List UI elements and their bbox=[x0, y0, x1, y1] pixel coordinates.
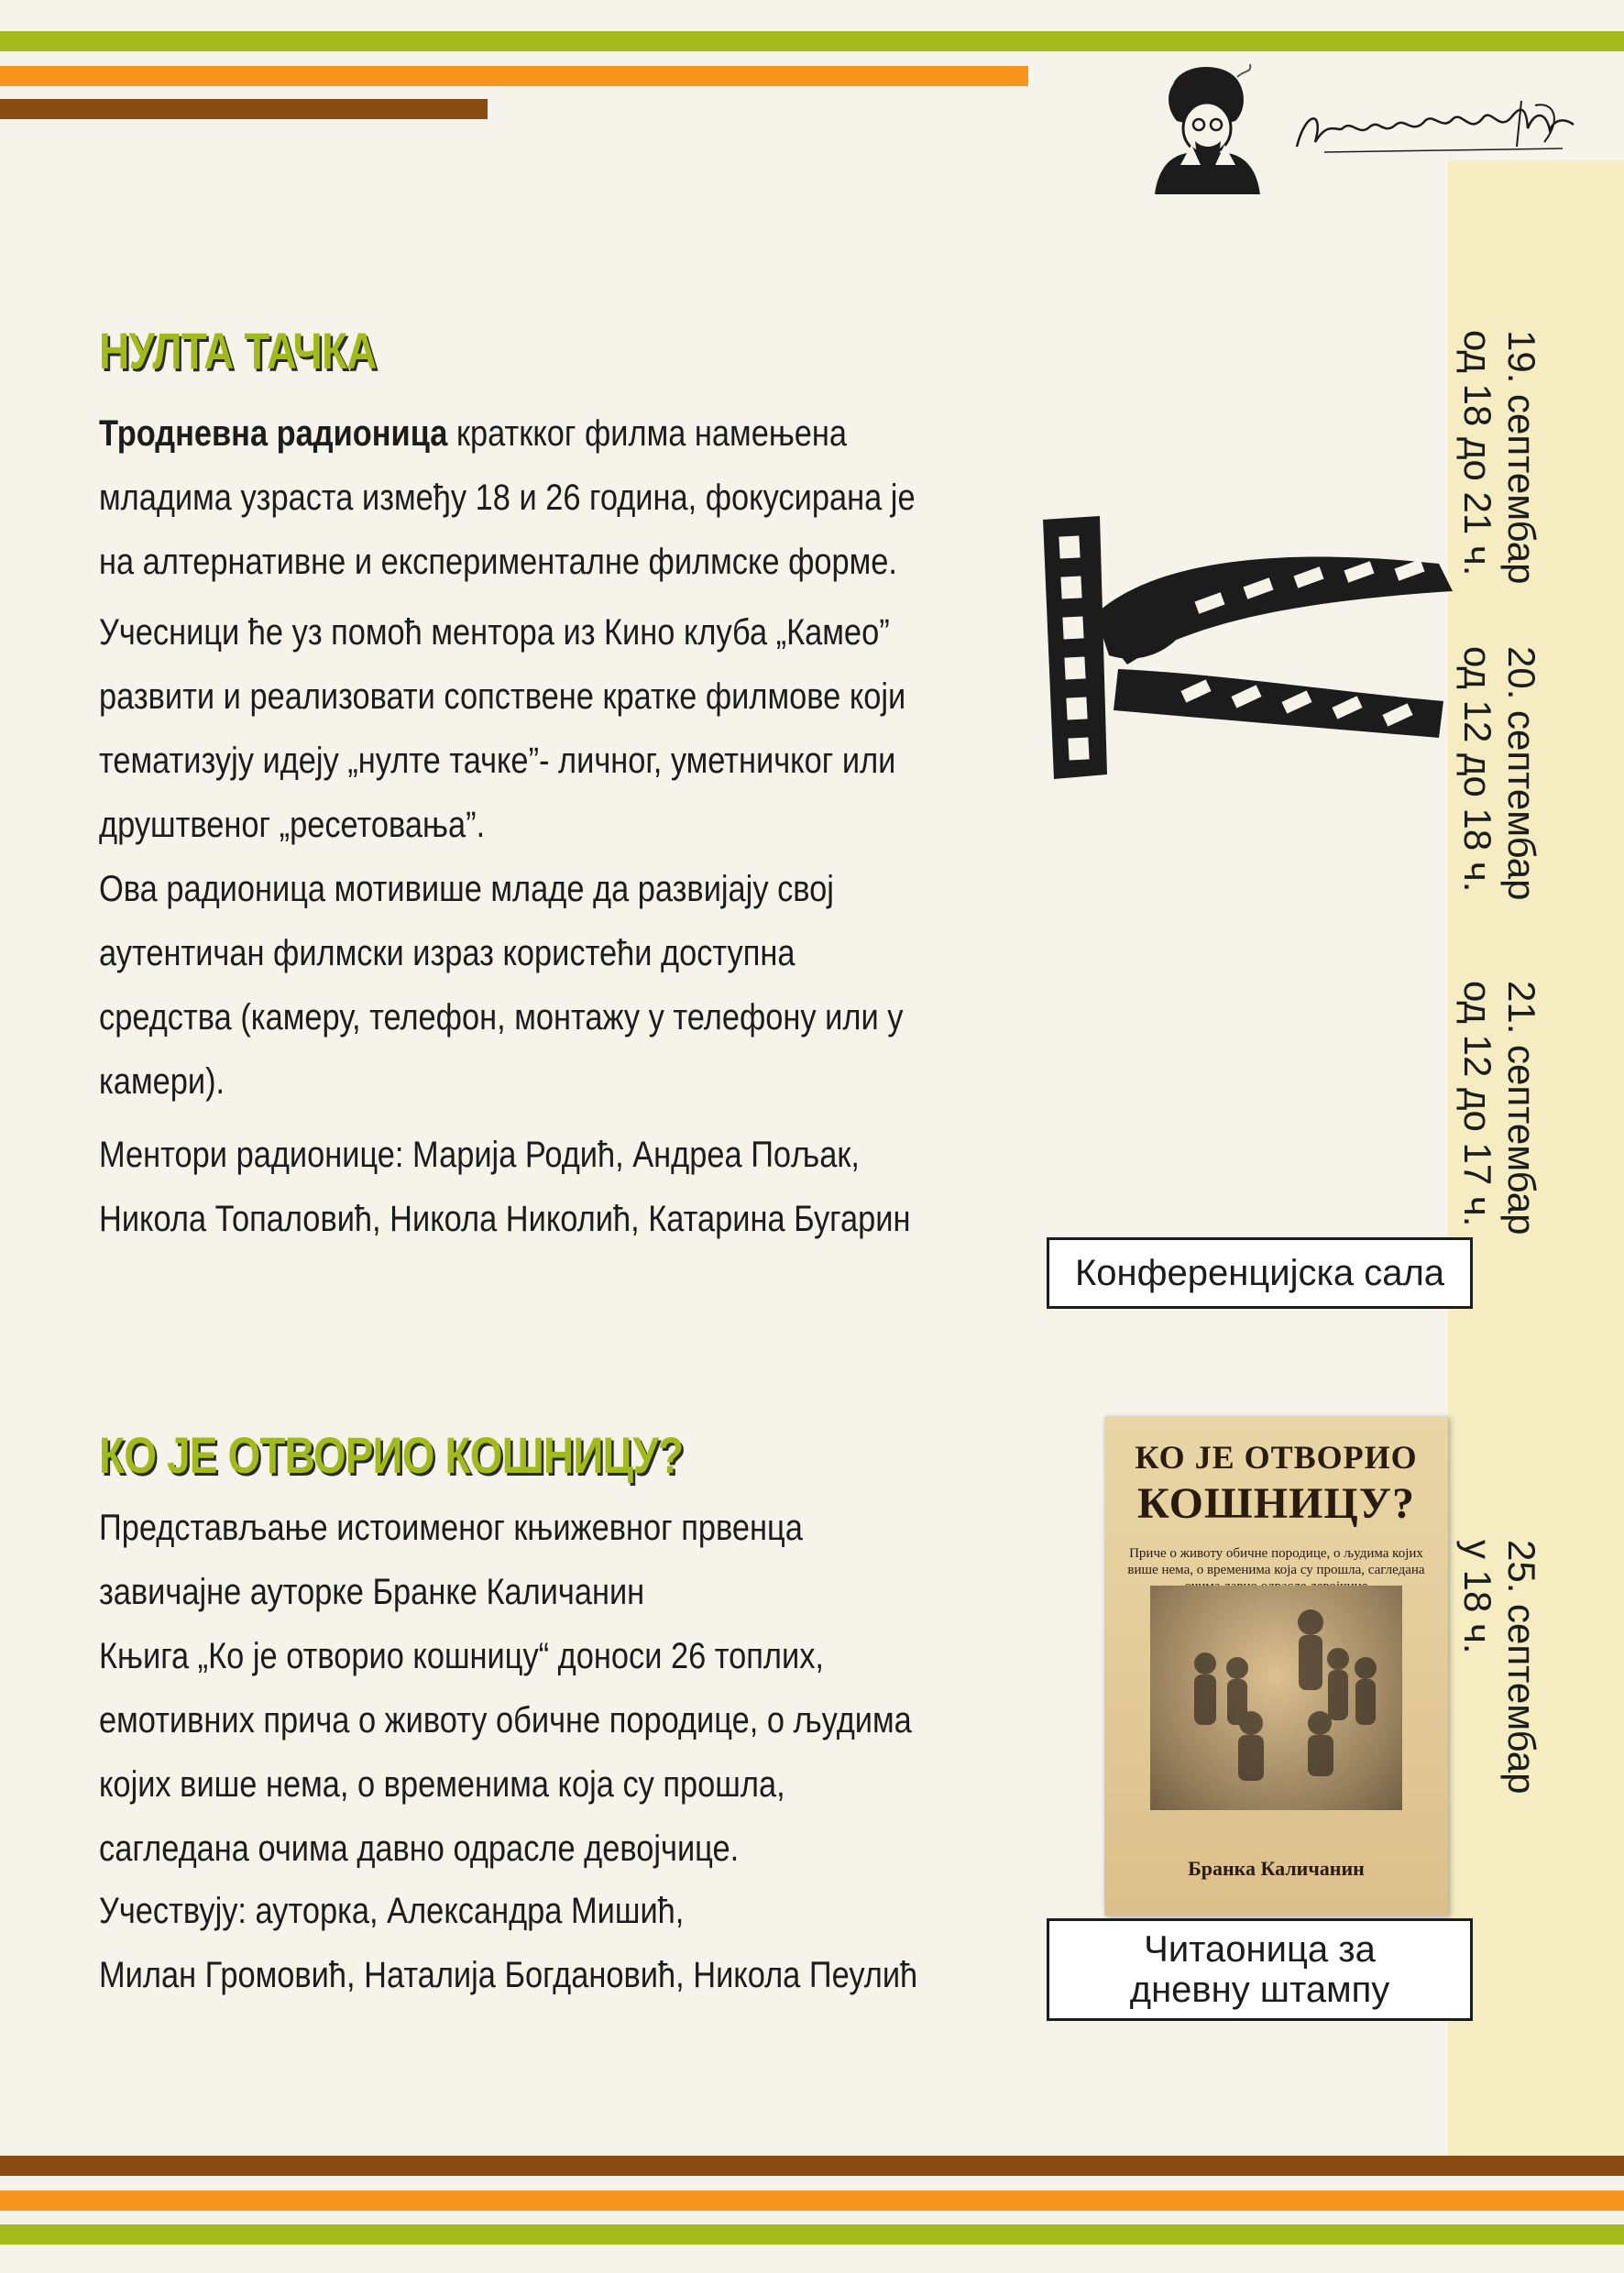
bottom-stripe-green bbox=[0, 2224, 1624, 2245]
event1-mentors bbox=[99, 1123, 910, 1251]
event2-line: којих више нема, о временима која су прошла, bbox=[99, 1764, 785, 1805]
event2-line: Милан Громовић, Наталија Богдановић, Никола Пеулић bbox=[99, 1955, 918, 1995]
event1-line: аутентичан филмски израз користећи доступна bbox=[99, 933, 796, 973]
book-subtitle: Приче о животу обичне породице, о људима којих више нема, о временима која су прошла, сагледана bbox=[1127, 1546, 1425, 1577]
event1-date-2 bbox=[1455, 646, 1543, 901]
event1-date-day: 19. септембар bbox=[1500, 330, 1543, 585]
book-title-line1: КО ЈЕ ОТВОРИО bbox=[1135, 1439, 1418, 1476]
bottom-stripe-brown bbox=[0, 2156, 1624, 2176]
event1-line: развити и реализовати сопствене кратке филмове који bbox=[99, 676, 906, 717]
event2-date-day: 25. септембар bbox=[1500, 1540, 1543, 1795]
children-photo-icon bbox=[1150, 1586, 1402, 1810]
event2-place: Читаоница за дневну штампу bbox=[1047, 1918, 1473, 2021]
book-cover-photo bbox=[1150, 1586, 1402, 1810]
signature-scribble-icon bbox=[1288, 92, 1581, 165]
event1-line: Учесници ће уз помоћ ментора из Кино клуба „Камео” bbox=[99, 612, 890, 653]
event2-line: емотивних прича о животу обичне породице, о људима bbox=[99, 1700, 912, 1740]
bottom-stripe-orange bbox=[0, 2191, 1624, 2211]
top-stripe-brown bbox=[0, 99, 488, 119]
event2-line: завичајне ауторке Бранке Каличанин bbox=[99, 1572, 645, 1612]
event2-date-time: у 18 ч. bbox=[1456, 1540, 1499, 1654]
film-strip-icon bbox=[1036, 509, 1457, 784]
signature bbox=[1288, 92, 1581, 165]
event2-line: сагледана очима давно одрасле девојчице. bbox=[99, 1828, 740, 1869]
event1-line: тематизују идеју „нулте тачке”- личног, уметничког или bbox=[99, 741, 896, 781]
event2-title: КО ЈЕ ОТВОРИО КОШНИЦУ? bbox=[99, 1426, 684, 1484]
book-author: Бранка Каличанин bbox=[1188, 1857, 1365, 1880]
event2-paragraph-1 bbox=[99, 1496, 912, 1881]
book-cover bbox=[1104, 1416, 1448, 1916]
event1-date-3 bbox=[1455, 981, 1543, 1235]
event1-line: краткког филма намењена bbox=[447, 413, 848, 454]
event1-line: средства (камеру, телефон, монтажу у телефону или у bbox=[99, 997, 904, 1038]
poet-portrait-sketch-icon bbox=[1136, 57, 1274, 194]
event2-line: Књига „Ко је отворио кошницу“ доноси 26 топлих, bbox=[99, 1636, 824, 1676]
event2-line: Учествују: ауторка, Александра Мишић, bbox=[99, 1891, 685, 1931]
event1-intro-bold: Тродневна радионица bbox=[99, 413, 448, 454]
event1-line: Ментори радионице: Марија Родић, Андреа Пољак, bbox=[99, 1135, 860, 1175]
event1-paragraph-1 bbox=[99, 401, 916, 594]
event1-line: Ова радионица мотивише младе да развијају свој bbox=[99, 869, 834, 909]
event1-date-time: од 12 до 18 ч. bbox=[1456, 646, 1499, 893]
event1-line: Никола Топаловић, Никола Николић, Катарина Бугарин bbox=[99, 1199, 911, 1239]
event1-date-day: 21. септембар bbox=[1500, 981, 1543, 1235]
event1-paragraph-2 bbox=[99, 600, 905, 857]
event1-date-1 bbox=[1455, 330, 1543, 585]
event2-participants bbox=[99, 1879, 917, 2007]
event1-paragraph-3 bbox=[99, 857, 903, 1114]
top-stripe-orange bbox=[0, 66, 1028, 86]
event1-date-time: од 18 до 21 ч. bbox=[1456, 330, 1499, 576]
book-title-line2: КОШНИЦУ? bbox=[1137, 1479, 1415, 1528]
event1-line: друштвеног „ресетовања”. bbox=[99, 805, 486, 845]
event1-date-day: 20. септембар bbox=[1500, 646, 1543, 901]
event1-line: на алтернативне и експерименталне филмске форме. bbox=[99, 542, 897, 582]
event1-place: Конференцијска сала bbox=[1047, 1237, 1473, 1309]
event1-title: НУЛТА ТАЧКА bbox=[99, 322, 377, 379]
event1-line: камери). bbox=[99, 1061, 225, 1102]
event2-line: Представљање истоименог књижевног првенца bbox=[99, 1508, 803, 1548]
event1-line: младима узраста између 18 и 26 година, фокусирана је bbox=[99, 478, 916, 518]
event1-date-time: од 12 до 17 ч. bbox=[1456, 981, 1499, 1227]
top-stripe-green bbox=[0, 31, 1624, 51]
event2-date bbox=[1455, 1540, 1543, 1795]
